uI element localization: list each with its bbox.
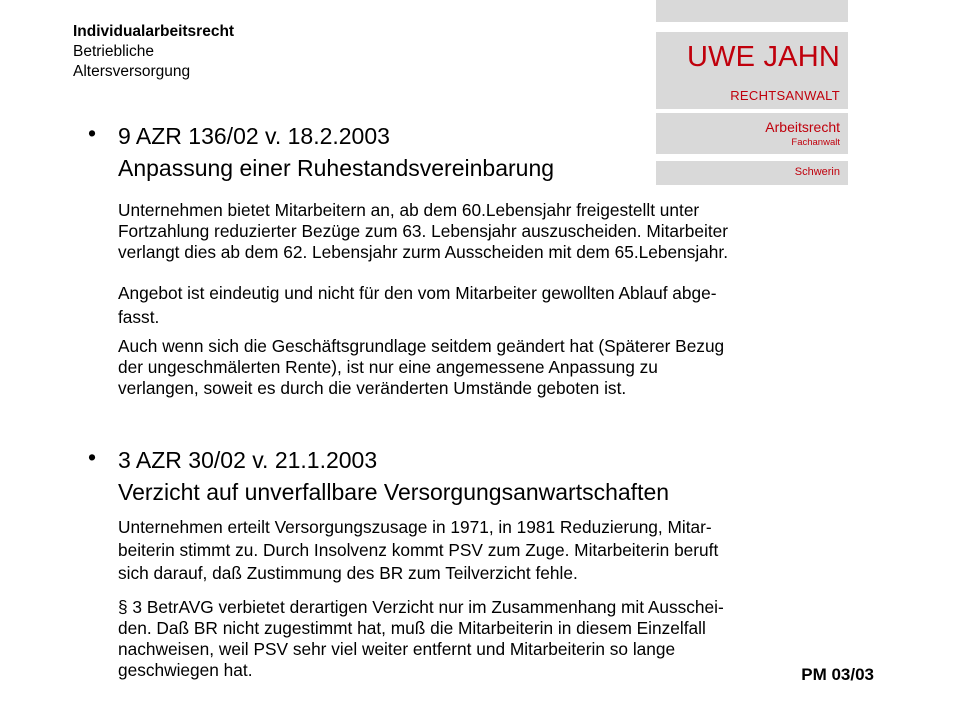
slide-header <box>73 22 234 82</box>
text-line: nachweisen, weil PSV sehr viel weiter entfernt und Mitarbeiterin so lange <box>118 639 676 659</box>
text-line: Unternehmen erteilt Versorgungszusage in 1971, in 1981 Reduzierung, Mitar- <box>118 517 712 537</box>
text-line: verlangen, soweit es durch die veränderten Umstände geboten ist. <box>118 378 627 398</box>
bullet-1: • <box>88 120 97 146</box>
text-line: sich darauf, daß Zustimmung des BR zum Teilverzicht fehle. <box>118 563 578 583</box>
text-line: verlangt dies ab dem 62. Lebensjahr zurm Ausscheiden mit dem 65.Lebensjahr. <box>118 242 729 262</box>
brand-area-box <box>656 113 848 154</box>
section1-para-2 <box>118 281 878 329</box>
header-subtitle-2: Altersversorgung <box>73 63 191 80</box>
brand-area: Arbeitsrecht <box>765 119 840 135</box>
brand-top-bar <box>656 0 848 22</box>
section1-heading <box>118 120 554 184</box>
page-reference: PM 03/03 <box>801 665 874 684</box>
text-line: geschwiegen hat. <box>118 660 253 680</box>
text-line: Fortzahlung reduzierter Bezüge zum 63. Lebensjahr auszuscheiden. Mitarbeiter <box>118 221 728 241</box>
text-line: § 3 BetrAVG verbietet derartigen Verzicht nur im Zusammenhang mit Ausschei- <box>118 597 724 617</box>
bullet-2: • <box>88 444 97 470</box>
text-line: Unternehmen bietet Mitarbeitern an, ab dem 60.Lebensjahr freigestellt unter <box>118 200 700 220</box>
brand-city: Schwerin <box>794 166 840 178</box>
text-line: den. Daß BR nicht zugestimmt hat, muß die Mitarbeiterin in diesem Einzelfall <box>118 618 706 638</box>
header-title: Individualarbeitsrecht <box>73 23 235 40</box>
section2-para-2 <box>118 597 878 681</box>
text-line: Angebot ist eindeutig und nicht für den vom Mitarbeiter gewollten Ablauf abge- <box>118 283 717 303</box>
section2-para-1 <box>118 516 878 585</box>
section2-title: Verzicht auf unverfallbare Versorgungsanwartschaften <box>118 479 670 505</box>
text-line: fasst. <box>118 307 160 327</box>
section1-para-1 <box>118 200 878 263</box>
brand-title: RECHTSANWALT <box>730 88 840 103</box>
brand-name: UWE JAHN <box>686 41 840 73</box>
text-line: der ungeschmälerten Rente), ist nur eine angemessene Anpassung zu <box>118 357 658 377</box>
brand-area-sub: Fachanwalt <box>791 137 840 148</box>
section1-case: 9 AZR 136/02 v. 18.2.2003 <box>118 123 390 149</box>
brand-city-box <box>656 161 848 185</box>
section2-case: 3 AZR 30/02 v. 21.1.2003 <box>118 447 378 473</box>
section2-heading <box>118 444 669 508</box>
text-line: Auch wenn sich die Geschäftsgrundlage seitdem geändert hat (Späterer Bezug <box>118 336 725 356</box>
section1-title: Anpassung einer Ruhestandsvereinbarung <box>118 155 555 181</box>
text-line: beiterin stimmt zu. Durch Insolvenz kommt PSV zum Zuge. Mitarbeiterin beruft <box>118 540 719 560</box>
brand-name-box <box>656 32 848 109</box>
header-subtitle-1: Betriebliche <box>73 43 154 60</box>
section1-para-3 <box>118 336 878 399</box>
